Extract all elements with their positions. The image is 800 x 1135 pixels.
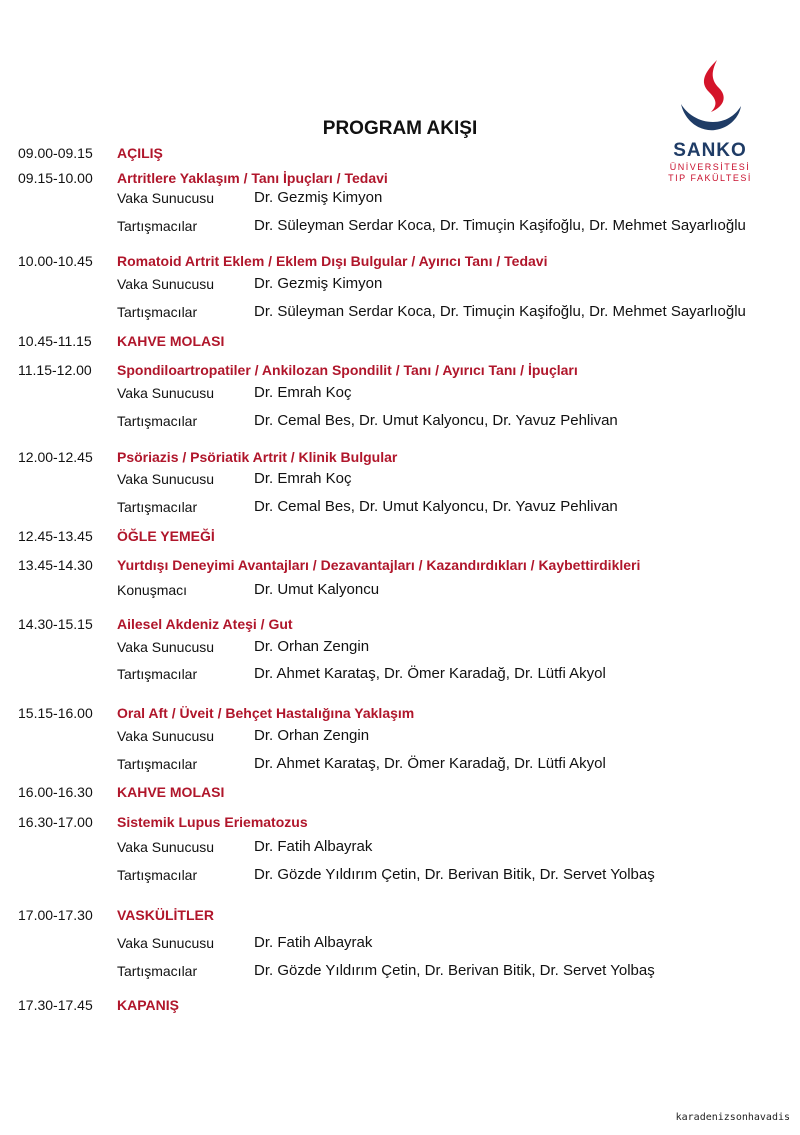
- role-label: Tartışmacılar: [117, 666, 198, 682]
- session-row: [0, 703, 800, 723]
- session-row: [0, 812, 800, 832]
- session-time: 17.30-17.45: [18, 997, 93, 1013]
- role-row: [0, 837, 800, 857]
- role-names: Dr. Süleyman Serdar Koca, Dr. Timuçin Kaşifoğlu, Dr. Mehmet Sayarlıoğlu: [254, 217, 746, 234]
- session-time: 13.45-14.30: [18, 557, 93, 573]
- session-time: 12.00-12.45: [18, 449, 93, 465]
- role-row: [0, 383, 800, 403]
- session-title: Sistemik Lupus Eriematozus: [117, 814, 308, 830]
- session-time: 09.15-10.00: [18, 170, 93, 186]
- role-row: [0, 580, 800, 600]
- session-title: Psöriazis / Psöriatik Artrit / Klinik Bulgular: [117, 449, 398, 465]
- role-row: [0, 865, 800, 885]
- sanko-flame-icon: [675, 56, 745, 136]
- session-row: [0, 168, 800, 188]
- session-row: [0, 995, 800, 1015]
- session-time: 09.00-09.15: [18, 145, 93, 161]
- session-time: 17.00-17.30: [18, 907, 93, 923]
- session-row: [0, 614, 800, 634]
- session-title: Romatoid Artrit Eklem / Eklem Dışı Bulgular / Ayırıcı Tanı / Tedavi: [117, 253, 548, 269]
- role-names: Dr. Ahmet Karataş, Dr. Ömer Karadağ, Dr. Lütfi Akyol: [254, 755, 606, 772]
- role-label: Vaka Sunucusu: [117, 385, 215, 401]
- role-row: [0, 497, 800, 517]
- role-label: Vaka Sunucusu: [117, 190, 215, 206]
- session-row: [0, 905, 800, 925]
- page-title: PROGRAM AKIŞI: [322, 118, 478, 139]
- role-names: Dr. Gezmiş Kimyon: [254, 189, 383, 206]
- watermark: karadenizsonhavadis: [675, 1112, 790, 1123]
- session-title: AÇILIŞ: [117, 145, 163, 161]
- role-names: Dr. Gözde Yıldırım Çetin, Dr. Berivan Bitik, Dr. Servet Yolbaş: [254, 962, 655, 979]
- role-row: [0, 411, 800, 431]
- role-row: [0, 933, 800, 953]
- role-label: Tartışmacılar: [117, 963, 198, 979]
- role-row: [0, 469, 800, 489]
- role-names: Dr. Orhan Zengin: [254, 638, 370, 655]
- role-label: Tartışmacılar: [117, 413, 198, 429]
- role-names: Dr. Süleyman Serdar Koca, Dr. Timuçin Kaşifoğlu, Dr. Mehmet Sayarlıoğlu: [254, 303, 746, 320]
- session-time: 12.45-13.45: [18, 528, 93, 544]
- session-time: 16.00-16.30: [18, 784, 93, 800]
- session-time: 14.30-15.15: [18, 616, 93, 632]
- role-names: Dr. Cemal Bes, Dr. Umut Kalyoncu, Dr. Yavuz Pehlivan: [254, 498, 618, 515]
- session-row: [0, 782, 800, 802]
- role-label: Vaka Sunucusu: [117, 935, 215, 951]
- role-label: Tartışmacılar: [117, 218, 198, 234]
- session-row: [0, 447, 800, 467]
- role-names: Dr. Fatih Albayrak: [254, 838, 373, 855]
- role-label: Tartışmacılar: [117, 756, 198, 772]
- role-label: Tartışmacılar: [117, 304, 198, 320]
- session-title: KAHVE MOLASI: [117, 784, 225, 800]
- role-names: Dr. Orhan Zengin: [254, 727, 370, 744]
- session-title: KAPANIŞ: [117, 997, 179, 1013]
- role-names: Dr. Gezmiş Kimyon: [254, 275, 383, 292]
- logo-name: SANKO: [673, 140, 747, 161]
- session-title: Yurtdışı Deneyimi Avantajları / Dezavantajları / Kazandırdıkları / Kaybettirdikleri: [117, 557, 641, 573]
- session-time: 10.45-11.15: [18, 333, 92, 349]
- role-names: Dr. Fatih Albayrak: [254, 934, 373, 951]
- session-title: Artritlere Yaklaşım / Tanı İpuçları / Tedavi: [117, 170, 388, 186]
- role-label: Vaka Sunucusu: [117, 639, 215, 655]
- session-title: Spondiloartropatiler / Ankilozan Spondilit / Tanı / Ayırıcı Tanı / İpuçları: [117, 362, 578, 378]
- session-time: 16.30-17.00: [18, 814, 93, 830]
- session-row: [0, 555, 800, 575]
- role-row: [0, 188, 800, 208]
- role-label: Vaka Sunucusu: [117, 276, 215, 292]
- logo-line1: ÜNİVERSİTESİ: [669, 162, 751, 172]
- session-title: Oral Aft / Üveit / Behçet Hastalığına Yaklaşım: [117, 705, 415, 721]
- session-row: [0, 526, 800, 546]
- session-title: Ailesel Akdeniz Ateşi / Gut: [117, 616, 293, 632]
- role-names: Dr. Gözde Yıldırım Çetin, Dr. Berivan Bitik, Dr. Servet Yolbaş: [254, 866, 655, 883]
- role-row: [0, 274, 800, 294]
- session-row: [0, 143, 800, 163]
- role-row: [0, 216, 800, 236]
- session-row: [0, 360, 800, 380]
- role-row: [0, 302, 800, 322]
- session-title: ÖĞLE YEMEĞİ: [117, 528, 215, 544]
- role-names: Dr. Cemal Bes, Dr. Umut Kalyoncu, Dr. Yavuz Pehlivan: [254, 412, 618, 429]
- role-row: [0, 664, 800, 684]
- logo-line2: TIP FAKÜLTESİ: [668, 173, 752, 183]
- role-label: Vaka Sunucusu: [117, 839, 215, 855]
- role-names: Dr. Emrah Koç: [254, 470, 352, 487]
- role-label: Tartışmacılar: [117, 867, 198, 883]
- session-time: 11.15-12.00: [18, 362, 92, 378]
- role-label: Konuşmacı: [117, 582, 188, 598]
- role-names: Dr. Umut Kalyoncu: [254, 581, 380, 598]
- session-title: VASKÜLİTLER: [117, 907, 214, 923]
- role-row: [0, 637, 800, 657]
- role-label: Vaka Sunucusu: [117, 471, 215, 487]
- session-title: KAHVE MOLASI: [117, 333, 225, 349]
- session-time: 10.00-10.45: [18, 253, 93, 269]
- role-label: Tartışmacılar: [117, 499, 198, 515]
- role-names: Dr. Emrah Koç: [254, 384, 352, 401]
- session-row: [0, 331, 800, 351]
- session-time: 15.15-16.00: [18, 705, 93, 721]
- role-row: [0, 961, 800, 981]
- role-row: [0, 726, 800, 746]
- role-row: [0, 754, 800, 774]
- role-names: Dr. Ahmet Karataş, Dr. Ömer Karadağ, Dr. Lütfi Akyol: [254, 665, 606, 682]
- session-row: [0, 251, 800, 271]
- role-label: Vaka Sunucusu: [117, 728, 215, 744]
